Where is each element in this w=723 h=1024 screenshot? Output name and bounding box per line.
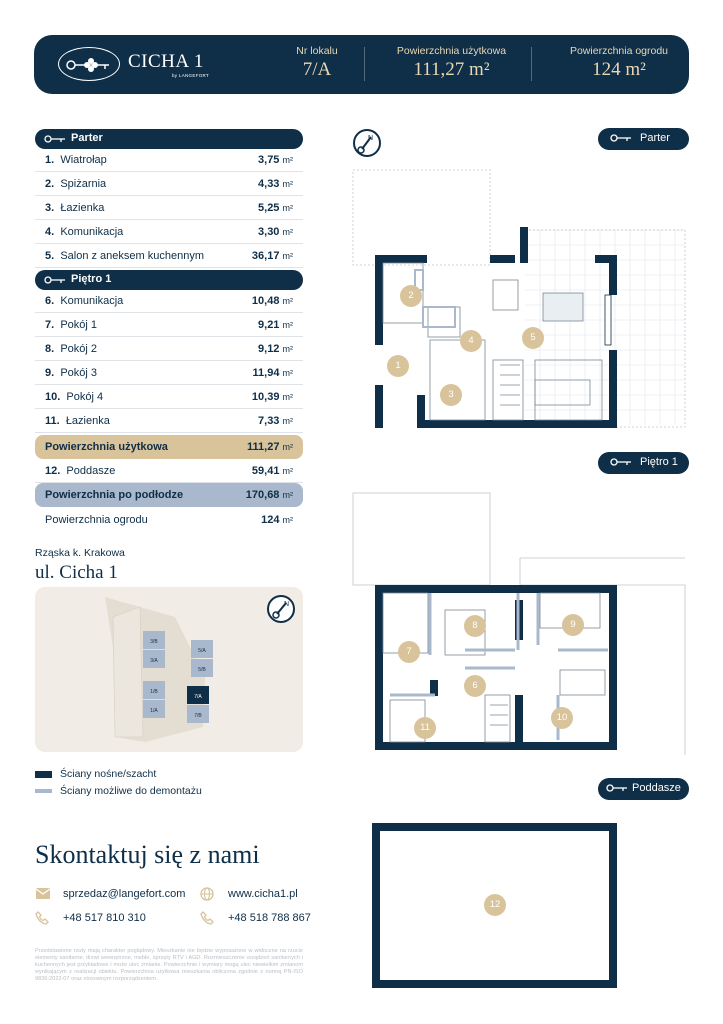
pill-poddasze-label: Poddasze (632, 782, 681, 794)
header-divider (531, 47, 532, 81)
garden-area-value: 124 m² (592, 59, 646, 80)
room-number-badge: 8 (464, 615, 486, 637)
key-icon (44, 276, 66, 284)
header-divider (364, 47, 365, 81)
usable-area-label: Powierzchnia użytkowa (396, 45, 507, 57)
unit-number-value: 7/A (302, 59, 332, 80)
room-area: 9,12 m² (258, 343, 293, 355)
site-building-label: 7/B (194, 713, 202, 719)
contact-phone-2-text[interactable]: +48 518 788 867 (228, 912, 311, 924)
room-name: 7. Pokój 1 (45, 319, 98, 331)
disclaimer: Przedstawione rzuty mają charakter poglądowy. Mieszkanie nie będzie wyposażone w widoczne na rzucie elementy sanitarne, drzwi wewnętrzne, meble, sprzęty RTV i AGD. Rozmieszczenie urządzeń sanitarnych i kuchennych jest przykładowe i może ulec zmianie. Powierzchnie i wymiary mogą ulec niewielkim zmianom wynikającym z realizacji obiektu. Powierzchnia użytkowa mieszkania obliczona zgodnie z normą PN-ISO 9836:2022-07 oraz stosownym rozporządzeniem. (35, 948, 303, 982)
pill-poddasze (598, 778, 689, 800)
garden-area (554, 45, 684, 81)
globe-icon (200, 887, 214, 901)
mail-icon (35, 887, 51, 900)
floor-area-summary-value: 170,68 m² (245, 489, 293, 501)
room-parter-row (35, 244, 303, 268)
garden-area-label: Powierzchnia ogrodu (569, 45, 669, 57)
svg-text:N: N (284, 601, 290, 608)
garden-area-summary-label: Powierzchnia ogrodu (45, 514, 148, 526)
room-name: 3. Łazienka (45, 202, 105, 214)
room-name: 5. Salon z aneksem kuchennym (45, 250, 204, 262)
legend-removable-label: Ściany możliwe do demontażu (60, 785, 202, 797)
compass-icon (352, 128, 382, 158)
room-area: 11,94 m² (252, 367, 293, 379)
room-number-badge: 4 (460, 330, 482, 352)
room-area: 5,25 m² (258, 202, 293, 214)
room-name: 10. Pokój 4 (45, 391, 104, 403)
location-street: ul. Cicha 1 (35, 562, 118, 583)
room-number-badge: 7 (398, 641, 420, 663)
site-building-label: 5/B (198, 667, 206, 673)
floor-area-summary-row (35, 483, 303, 507)
room-number-badge: 5 (522, 327, 544, 349)
room-number-badge: 2 (400, 285, 422, 307)
legend-load-bearing-label: Ściany nośne/szacht (60, 768, 157, 780)
pill-pietro (598, 452, 689, 474)
site-map (35, 587, 303, 752)
floor-area-summary-label: Powierzchnia po podłodze (45, 489, 184, 501)
room-number-badge: 9 (562, 614, 584, 636)
site-building-label: 3/B (150, 639, 158, 645)
section-parter (35, 129, 303, 149)
section-pietro-label: Piętro 1 (71, 273, 112, 285)
floor-plan-pietro (350, 490, 690, 760)
room-number-badge: 12 (484, 894, 506, 916)
site-building-label: 1/B (150, 689, 158, 695)
room-name: 6. Komunikacja (45, 295, 124, 307)
room-name: 4. Komunikacja (45, 226, 124, 238)
usable-area-summary-value: 111,27 m² (247, 441, 293, 453)
attic-label: 12. Poddasze (45, 465, 116, 477)
key-icon (44, 135, 66, 143)
site-building-label: 7/A (194, 694, 202, 700)
site-building-label: 5/A (198, 648, 206, 654)
section-pietro (35, 270, 303, 290)
room-pietro-row (35, 313, 303, 337)
pill-parter (598, 128, 689, 150)
pill-parter-label: Parter (640, 132, 670, 144)
phone-icon (35, 911, 49, 925)
phone-icon (200, 911, 214, 925)
usable-area-value: 111,27 m² (413, 59, 490, 80)
contact-web-text[interactable]: www.cicha1.pl (228, 888, 298, 900)
attic-value: 59,41 m² (251, 465, 293, 477)
room-name: 2. Spiżarnia (45, 178, 107, 190)
room-name: 8. Pokój 2 (45, 343, 98, 355)
usable-area (384, 45, 519, 81)
logo-sub: by LANGEFORT (172, 73, 210, 78)
contact-title: Skontaktuj się z nami (35, 840, 260, 869)
room-number-badge: 1 (387, 355, 409, 377)
room-parter-row (35, 196, 303, 220)
room-name: 9. Pokój 3 (45, 367, 98, 379)
legend-swatch-navy (35, 771, 52, 778)
room-area: 36,17 m² (251, 250, 293, 262)
pill-pietro-label: Piętro 1 (640, 456, 678, 468)
svg-text:N: N (368, 135, 374, 142)
unit-number (282, 45, 352, 81)
usable-area-summary-row (35, 435, 303, 459)
garden-area-summary-row (35, 508, 303, 532)
usable-area-summary-label: Powierzchnia użytkowa (45, 441, 168, 453)
unit-number-label: Nr lokalu (296, 45, 338, 57)
room-number-badge: 6 (464, 675, 486, 697)
room-parter-row (35, 172, 303, 196)
room-name: 11. Łazienka (45, 415, 110, 427)
key-icon (610, 134, 632, 142)
contact-phone-1-text[interactable]: +48 517 810 310 (63, 912, 146, 924)
room-pietro-row (35, 409, 303, 433)
room-pietro-row (35, 337, 303, 361)
room-number-badge: 10 (551, 707, 573, 729)
room-area: 4,33 m² (258, 178, 293, 190)
room-pietro-row (35, 385, 303, 409)
site-building-label: 1/A (150, 708, 158, 714)
room-parter-row (35, 220, 303, 244)
room-area: 3,30 m² (258, 226, 293, 238)
room-area: 3,75 m² (258, 154, 293, 166)
location-town: Rząska k. Krakowa (35, 547, 125, 559)
key-icon (610, 458, 632, 466)
contact-email-text[interactable]: sprzedaz@langefort.com (63, 888, 186, 900)
room-area: 10,39 m² (251, 391, 293, 403)
key-icon (606, 784, 628, 792)
room-area: 10,48 m² (251, 295, 293, 307)
room-area: 7,33 m² (258, 415, 293, 427)
logo-text: CICHA 1 (128, 51, 204, 72)
room-pietro-row (35, 361, 303, 385)
section-parter-label: Parter (71, 132, 103, 144)
room-area: 9,21 m² (258, 319, 293, 331)
attic-row (35, 459, 303, 483)
room-parter-row (35, 148, 303, 172)
room-pietro-row (35, 289, 303, 313)
logo-key-icon (58, 47, 120, 81)
room-name: 1. Wiatrołap (45, 154, 107, 166)
garden-area-summary-value: 124 m² (261, 514, 293, 526)
room-number-badge: 3 (440, 384, 462, 406)
legend-swatch-grey (35, 789, 52, 793)
site-building-label: 3/A (150, 658, 158, 664)
room-number-badge: 11 (414, 717, 436, 739)
header-bar (34, 35, 689, 94)
